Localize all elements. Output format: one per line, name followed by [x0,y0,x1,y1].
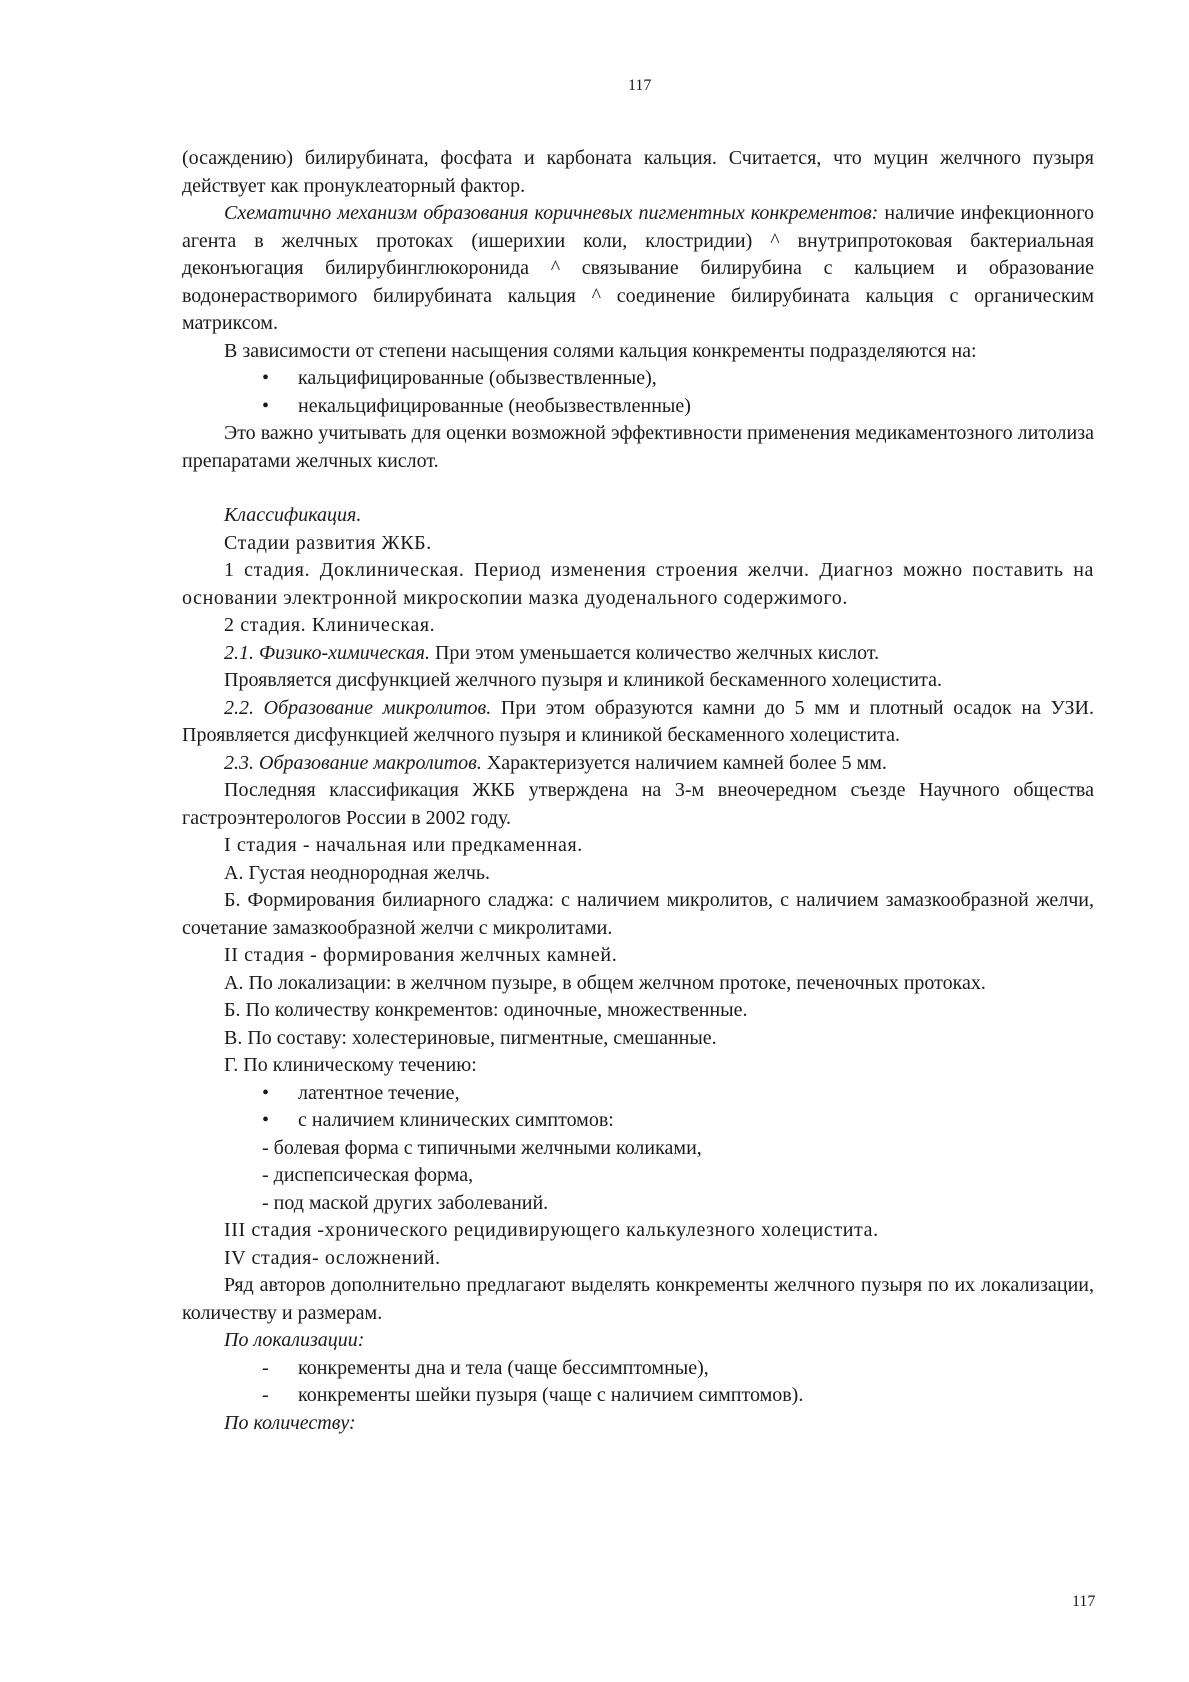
list-item-text: латентное течение, [298,1081,460,1104]
list-item-text: кальцифицированные (обызвествленные), [298,367,657,389]
symptom-form-item: - диспепсическая форма, [262,1164,474,1186]
paragraph-calcium-saturation: В зависимости от степени насыщения солями кальция конкременты подразделяются на: [224,339,977,362]
by-location-heading: По локализации: [224,1329,365,1351]
bullet-marker: • [262,1109,270,1131]
stage-II-v: В. По составу: холестериновые, пигментные, смешанные. [224,1026,717,1049]
stage-2: 2 стадия. Клиническая. [224,614,436,636]
mechanism-italic-lead: Схематично механизм образования коричневых пигментных конкрементов: [224,202,879,224]
section-gap [182,475,1094,502]
list-item-text: некальцифицированные (необызвествленные) [298,394,691,417]
location-list [182,1355,1094,1410]
stage-II-a: А. По локализации: в желчном пузыре, в общем желчном протоке, печеночных протоках. [224,971,986,994]
mechanism-text: наличие инфекционного агента в желчных протоках (ишерихии коли, клостридии) ^ внутрипротоковая бактериальная деконъюгация билирубинглюкоронида ^ связывание билирубина с кальцием и образование водонерастворимого билирубината кальция ^ соединение билирубината кальция с органическим матриксом. [182,202,1094,334]
stage-2-3-title: 2.3. Образование макролитов. [224,751,482,774]
dash-marker: - [262,1356,269,1379]
list-item [182,393,1094,421]
stage-II-g: Г. По клиническому течению: [224,1054,477,1076]
bullet-marker: • [262,367,270,389]
paragraph-mucin: (осаждению) билирубината, фосфата и карбоната кальция. Считается, что муцин желчного пузыря действует как пронуклеаторный фактор. [182,147,1094,197]
stage-II: II стадия - формирования желчных камней. [224,944,618,966]
clinical-course-list [182,1080,1094,1135]
page-number-bottom: 117 [1072,1593,1096,1610]
stage-2-2-text: При этом образуются камни до 5 мм и плотный осадок на УЗИ. Проявляется дисфункцией желчного пузыря и клиникой бескаменного холецистита. [182,696,1094,746]
symptom-form-item: - болевая форма с типичными желчными коликами, [262,1136,702,1159]
stages-heading: Стадии развития ЖКБ. [224,531,432,554]
list-item-text: конкременты шейки пузыря (чаще с наличием симптомов). [298,1384,804,1406]
list-item [182,365,1094,393]
stage-I-a: А. Густая неоднородная желчь. [224,861,491,884]
bullet-marker: • [262,1081,270,1104]
document-body [182,145,1094,1437]
dash-marker: - [262,1384,269,1406]
paragraph-litholysis: Это важно учитывать для оценки возможной эффективности применения медикаментозного литолиза препаратами желчных кислот. [182,422,1094,472]
stage-2-1-title: 2.1. Физико-химическая. [224,641,430,664]
stage-IV: IV стадия- осложнений. [224,1246,441,1269]
stage-1: 1 стадия. Доклиническая. Период изменения строения желчи. Диагноз можно поставить на основании электронной микроскопии мазка дуоденального содержимого. [182,559,1094,609]
page-number-top: 117 [628,77,652,94]
by-quantity-heading: По количеству: [224,1411,356,1434]
list-item [182,1107,1094,1135]
stage-2-2 [182,695,1094,750]
stage-2-1-text: При этом уменьшается количество желчных кислот. [429,641,880,664]
stage-2-1 [182,640,1094,668]
list-item [182,1080,1094,1108]
stage-2-2-title: 2.2. Образование микролитов. [224,696,492,719]
paragraph-brown-pigment-mechanism [182,200,1094,338]
list-item-text: конкременты дна и тела (чаще бессимптомные), [298,1356,709,1379]
calcification-list [182,365,1094,420]
symptom-form-item: - под маской других заболеваний. [262,1191,549,1214]
paragraph-latest-classification: Последняя классификация ЖКБ утверждена на 3-м внеочередном съезде Научного общества гастроэнтерологов России в 2002 году. [182,779,1094,829]
classification-heading: Классификация. [224,504,362,526]
stage-III: III стадия -хронического рецидивирующего калькулезного холецистита. [224,1219,879,1241]
list-item [182,1355,1094,1383]
list-item-text: с наличием клинических симптомов: [298,1109,614,1131]
bullet-marker: • [262,394,270,417]
stage-2-3 [182,750,1094,778]
stage-I-b: Б. Формирования билиарного сладжа: с наличием микролитов, с наличием замазкообразной желчи, сочетание замазкообразной желчи с микролитами. [182,889,1094,939]
list-item [182,1382,1094,1410]
stage-II-b: Б. По количеству конкрементов: одиночные, множественные. [224,999,748,1021]
stage-I: I стадия - начальная или предкаменная. [224,834,583,856]
stage-2-3-text: Характеризуется наличием камней более 5 мм. [481,751,887,774]
paragraph-authors-note: Ряд авторов дополнительно предлагают выделять конкременты желчного пузыря по их локализации, количеству и размерам. [182,1274,1094,1324]
stage-2-1-manifestation: Проявляется дисфункцией желчного пузыря и клиникой бескаменного холецистита. [224,669,942,691]
